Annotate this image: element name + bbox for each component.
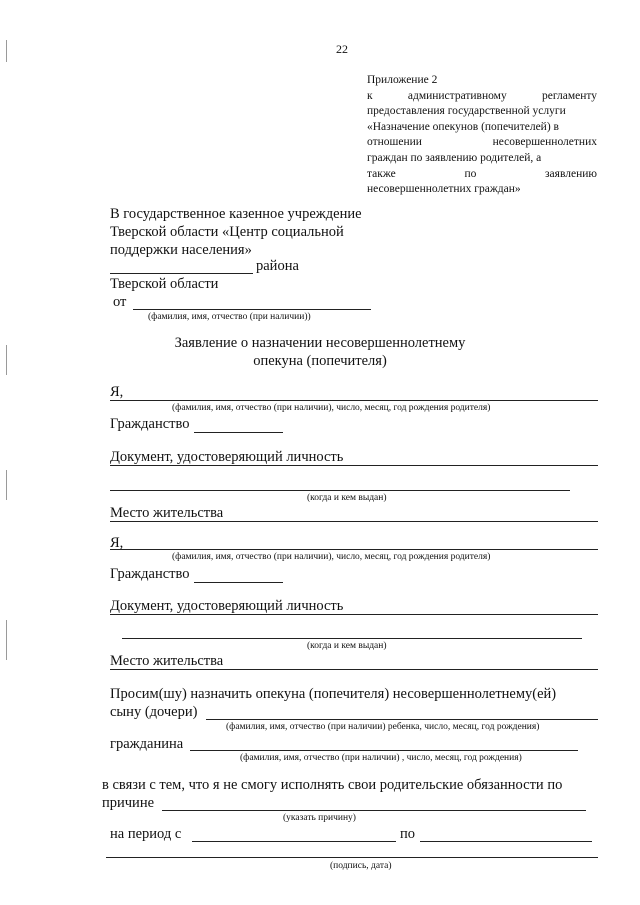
citizenship-field[interactable] xyxy=(194,582,283,583)
id-document-label: Документ, удостоверяющий личность xyxy=(110,598,344,614)
from-label: от xyxy=(113,294,127,310)
residence-field[interactable] xyxy=(110,669,598,670)
period-from-field[interactable] xyxy=(192,841,396,842)
document-title: опекуна (попечителя) xyxy=(253,353,387,369)
id-issued-field[interactable] xyxy=(122,638,582,639)
citizen-name-field[interactable] xyxy=(190,750,578,751)
annex-line: к административному регламенту xyxy=(367,89,597,102)
son-label: сыну (дочери) xyxy=(110,704,198,720)
addressee-line: В государственное казенное учреждение xyxy=(110,206,362,222)
id-document-label: Документ, удостоверяющий личность xyxy=(110,449,344,465)
citizenship-label: Гражданство xyxy=(110,416,190,432)
child-name-caption: (фамилия, имя, отчество (при наличии) ребенка, число, месяц, год рождения) xyxy=(226,722,540,732)
id-issued-field[interactable] xyxy=(110,490,570,491)
child-name-field[interactable] xyxy=(206,719,598,720)
addressee-line: поддержки населения» xyxy=(110,242,252,258)
id-issued-caption: (когда и кем выдан) xyxy=(307,493,387,503)
annex-title: Приложение 2 xyxy=(367,74,438,86)
signature-field[interactable] xyxy=(106,857,598,858)
annex-line: несовершеннолетних граждан» xyxy=(367,183,521,196)
parent-name-field[interactable] xyxy=(110,549,598,550)
reason-label: причине xyxy=(102,795,155,811)
period-from-label: на период с xyxy=(110,826,182,842)
reason-text: в связи с тем, что я не смогу исполнять свои родительские обязанности по xyxy=(102,777,563,793)
annex-line: отношении несовершеннолетних xyxy=(367,136,597,149)
margin-mark xyxy=(6,40,7,62)
region-label: Тверской области xyxy=(110,276,219,292)
margin-mark xyxy=(6,620,7,660)
reason-field[interactable] xyxy=(162,810,586,811)
annex-line: граждан по заявлению родителей, а xyxy=(367,151,542,164)
request-text: Просим(шу) назначить опекуна (попечителя) несовершеннолетнему(ей) xyxy=(110,686,557,702)
citizenship-field[interactable] xyxy=(194,432,283,433)
parent-name-caption: (фамилия, имя, отчество (при наличии), число, месяц, год рождения родителя) xyxy=(172,552,491,562)
residence-label: Место жительства xyxy=(110,505,224,521)
district-label: района xyxy=(256,258,299,274)
citizenship-label: Гражданство xyxy=(110,566,190,582)
id-document-field[interactable] xyxy=(110,614,598,615)
i-label: Я, xyxy=(110,384,124,400)
district-field[interactable] xyxy=(110,273,253,274)
annex-block xyxy=(367,73,597,198)
parent-name-field[interactable] xyxy=(110,400,598,401)
from-caption: (фамилия, имя, отчество (при наличии)) xyxy=(148,312,311,322)
signature-caption: (подпись, дата) xyxy=(330,861,392,871)
annex-line: также по заявлению xyxy=(367,167,597,180)
annex-line: «Назначение опекунов (попечителей) в xyxy=(367,120,559,133)
i-label: Я, xyxy=(110,535,124,551)
citizen-label: гражданина xyxy=(110,736,184,752)
period-to-field[interactable] xyxy=(420,841,592,842)
addressee-line: Тверской области «Центр социальной xyxy=(110,224,344,240)
residence-label: Место жительства xyxy=(110,653,224,669)
margin-mark xyxy=(6,470,7,500)
residence-field[interactable] xyxy=(110,521,598,522)
id-document-field[interactable] xyxy=(110,465,598,466)
reason-caption: (указать причину) xyxy=(283,813,356,823)
period-to-label: по xyxy=(400,826,416,842)
page-number: 22 xyxy=(336,42,348,56)
citizen-name-caption: (фамилия, имя, отчество (при наличии) , число, месяц, год рождения) xyxy=(240,753,522,763)
id-issued-caption: (когда и кем выдан) xyxy=(307,641,387,651)
annex-line: предоставления государственной услуги xyxy=(367,105,566,118)
parent-name-caption: (фамилия, имя, отчество (при наличии), число, месяц, год рождения родителя) xyxy=(172,403,491,413)
document-title: Заявление о назначении несовершеннолетнему xyxy=(174,335,466,351)
from-field[interactable] xyxy=(133,309,371,310)
